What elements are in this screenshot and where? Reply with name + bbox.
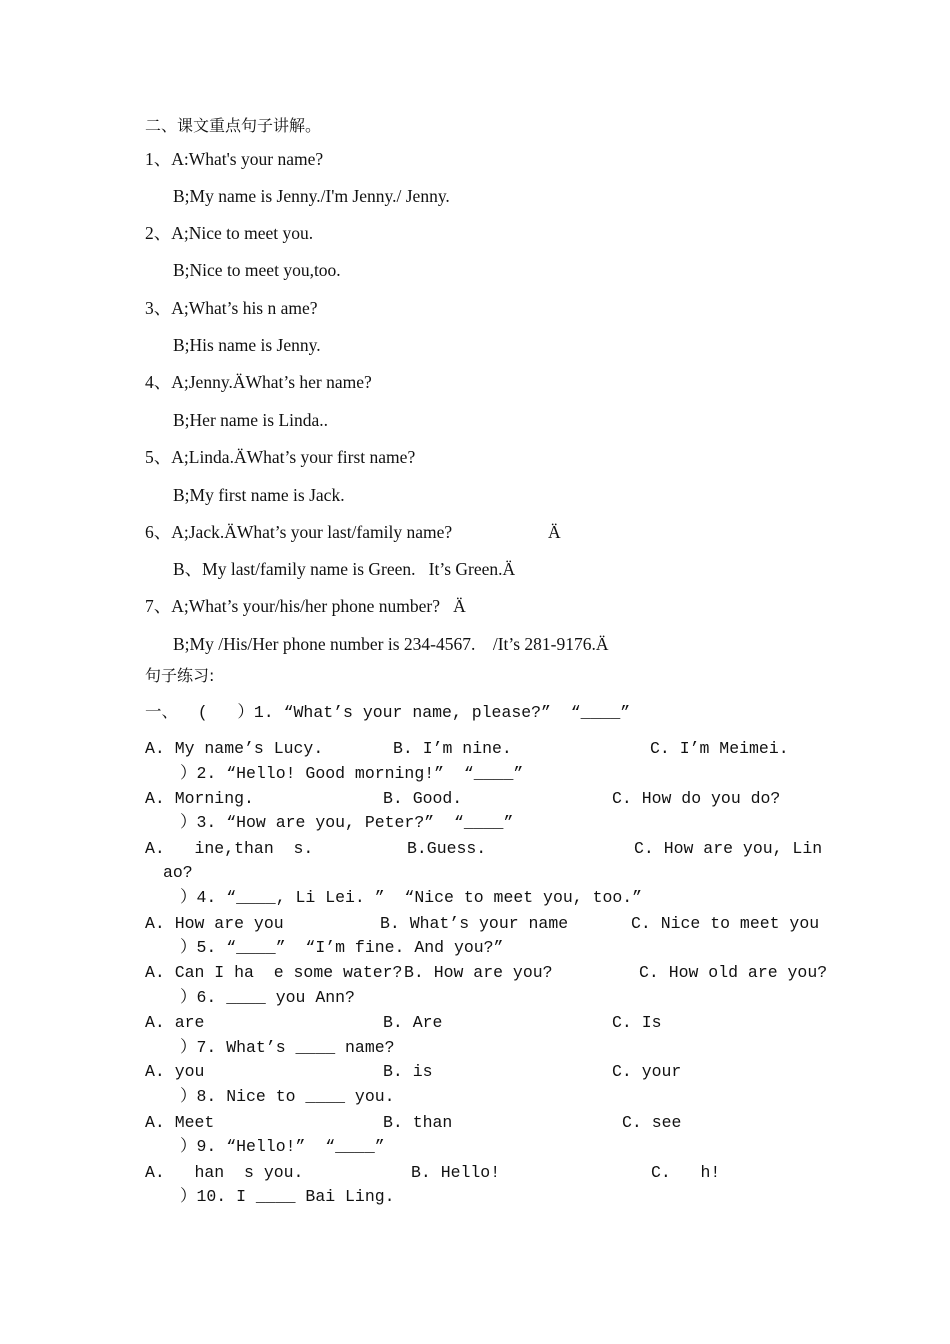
exercise-9-option-a: A. han s you. — [145, 1163, 304, 1182]
dialogue-3-b: B;His name is Jenny. — [173, 335, 321, 355]
exercise-6-option-c: C. Is — [612, 1013, 662, 1032]
dialogue-4-b: B;Her name is Linda.. — [173, 410, 329, 430]
exercise-6-option-a: A. are — [145, 1013, 205, 1032]
dialogue-2-a: 2、A;Nice to meet you. — [145, 223, 314, 243]
exercise-5-option-b: B. How are you? — [404, 963, 553, 982]
dialogue-6-b: B、My last/family name is Green. It’s Green.Ä — [173, 559, 516, 579]
exercise-3-question: ）3. “How are you, Peter?” “____” — [180, 813, 514, 832]
section-title: 二、课文重点句子讲解。 — [145, 116, 322, 135]
exercise-1-option-c: C. I’m Meimei. — [650, 739, 789, 758]
exercise-1-question: 一、 ( ）1. “What’s your name, please?” “____” — [145, 703, 631, 722]
exercise-7-option-c: C. your — [612, 1062, 682, 1081]
exercise-7-option-a: A. you — [145, 1062, 205, 1081]
dialogue-2-b: B;Nice to meet you,too. — [173, 260, 341, 280]
dialogue-7-b: B;My /His/Her phone number is 234-4567. /It’s 281-9176.Ä — [173, 634, 609, 654]
dialogue-6-a-extra: Ä — [548, 522, 561, 542]
exercise-6-option-b: B. Are — [383, 1013, 443, 1032]
exercise-4-option-a: A. How are you — [145, 914, 284, 933]
exercise-7-option-b: B. is — [383, 1062, 433, 1081]
exercise-2-question: ）2. “Hello! Good morning!” “____” — [180, 764, 524, 783]
exercise-8-question: ）8. Nice to ____ you. — [180, 1087, 395, 1106]
exercise-3-wrap: ao? — [163, 863, 193, 882]
exercise-6-question: ）6. ____ you Ann? — [180, 988, 355, 1007]
exercise-3-option-a: A. ine,than s. — [145, 839, 314, 858]
exercise-4-option-c: C. Nice to meet you — [631, 914, 820, 933]
exercise-8-option-b: B. than — [383, 1113, 453, 1132]
exercise-10-question: ）10. I ____ Bai Ling. — [180, 1187, 395, 1206]
dialogue-5-b: B;My first name is Jack. — [173, 485, 345, 505]
exercise-3-option-c: C. How are you, Lin — [634, 839, 823, 858]
practice-title: 句子练习: — [145, 666, 215, 685]
exercise-9-option-c: C. h! — [651, 1163, 721, 1182]
dialogue-3-a: 3、A;What’s his n ame? — [145, 298, 318, 318]
dialogue-5-a: 5、A;Linda.ÄWhat’s your first name? — [145, 447, 416, 467]
exercise-2-option-c: C. How do you do? — [612, 789, 781, 808]
exercise-4-question: ）4. “____, Li Lei. ” “Nice to meet you, too.” — [180, 888, 643, 907]
dialogue-4-a: 4、A;Jenny.ÄWhat’s her name? — [145, 372, 372, 392]
dialogue-1-b: B;My name is Jenny./I'm Jenny./ Jenny. — [173, 186, 450, 206]
dialogue-7-a: 7、A;What’s your/his/her phone number? Ä — [145, 596, 466, 616]
exercise-1-option-a: A. My name’s Lucy. — [145, 739, 324, 758]
exercise-9-question: ）9. “Hello!” “____” — [180, 1137, 385, 1156]
exercise-7-question: ）7. What’s ____ name? — [180, 1038, 395, 1057]
exercise-8-option-a: A. Meet — [145, 1113, 215, 1132]
exercise-2-option-a: A. Morning. — [145, 789, 254, 808]
exercise-2-option-b: B. Good. — [383, 789, 463, 808]
dialogue-6-a: 6、A;Jack.ÄWhat’s your last/family name? — [145, 522, 453, 542]
exercise-5-question: ）5. “____” “I’m fine. And you?” — [180, 938, 504, 957]
exercise-5-option-c: C. How old are you? — [639, 963, 828, 982]
exercise-9-option-b: B. Hello! — [411, 1163, 501, 1182]
exercise-8-option-c: C. see — [622, 1113, 682, 1132]
exercise-1-option-b: B. I’m nine. — [393, 739, 512, 758]
exercise-4-option-b: B. What’s your name — [380, 914, 569, 933]
exercise-3-option-b: B.Guess. — [407, 839, 487, 858]
exercise-5-option-a: A. Can I ha e some water? — [145, 963, 403, 982]
dialogue-1-a: 1、A:What's your name? — [145, 149, 324, 169]
